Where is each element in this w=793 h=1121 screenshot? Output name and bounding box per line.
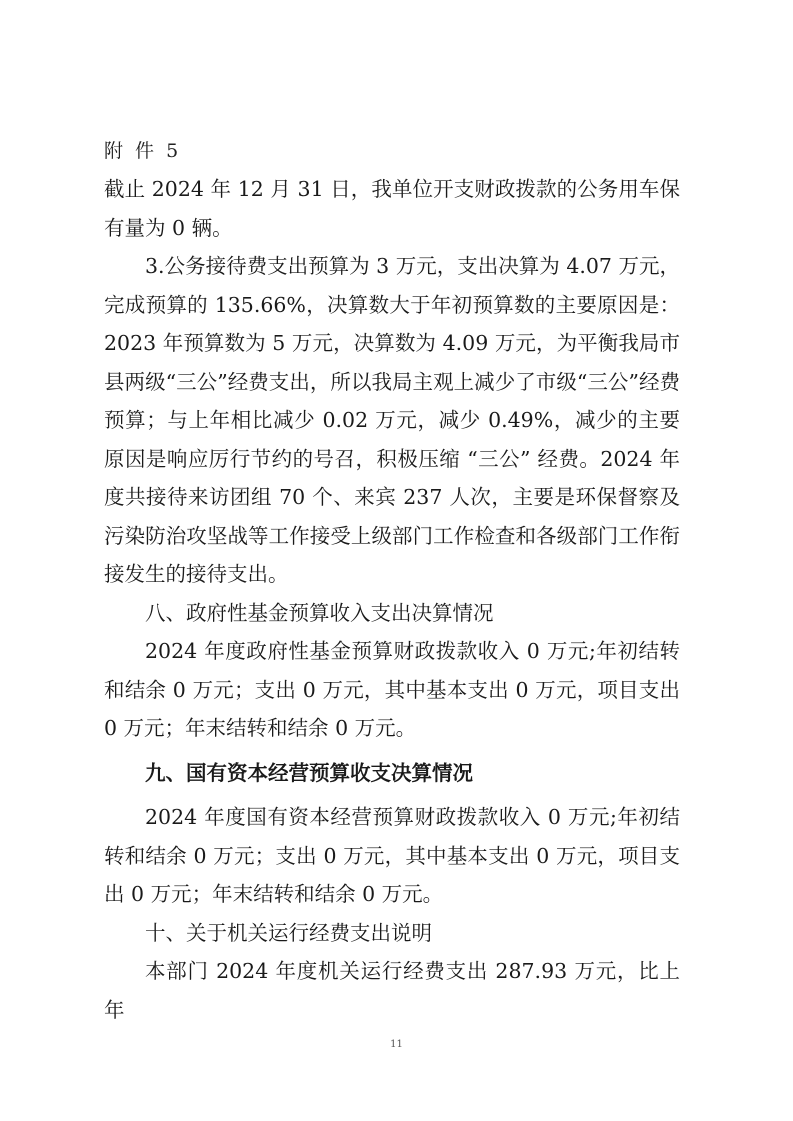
- document-body: [104, 170, 680, 1029]
- heading-operating-expense: 十、关于机关运行经费支出说明: [145, 920, 432, 945]
- paragraph-vehicle-count: 截止 2024 年 12 月 31 日，我单位开支财政拨款的公务用车保有量为 0 辆。: [104, 177, 680, 240]
- heading-government-fund: 八、政府性基金预算收入支出决算情况: [145, 600, 494, 625]
- paragraph-government-fund: 2024 年度政府性基金预算财政拨款收入 0 万元;年初结转和结余 0 万元；支出 0 万元，其中基本支出 0 万元，项目支出 0 万元；年末结转和结余 0 万元。: [104, 639, 680, 740]
- heading-state-capital: 九、国有资本经营预算收支决算情况: [145, 760, 473, 785]
- paragraph-reception-expense: 3.公务接待费支出预算为 3 万元，支出决算为 4.07 万元，完成预算的 135.66%，决算数大于年初预算数的主要原因是：2023 年预算数为 5 万元，决算数为 4.09 万元，为平衡我局市县两级“三公”经费支出，所以我局主观上减少了市级“三公”经费预算；与上年相比减少 0.02 万元，减少 0.49%，减少的主要原因是响应厉行节约的号召，积极压缩 “三公” 经费。2024 年度共接待来访团组 70 个、来宾 237 人次，主要是环保督察及污染防治攻坚战等工作接受上级部门工作检查和各级部门工作衔接发生的接待支出。: [104, 254, 680, 586]
- attachment-label: 附 件 5: [104, 140, 182, 162]
- paragraph-operating-expense: 本部门 2024 年度机关运行经费支出 287.93 万元，比上年: [104, 959, 680, 1022]
- paragraph-state-capital: 2024 年度国有资本经营预算财政拨款收入 0 万元;年初结转和结余 0 万元；支出 0 万元，其中基本支出 0 万元，项目支出 0 万元；年末结转和结余 0 万元。: [104, 805, 680, 906]
- page-number: 11: [390, 1039, 403, 1050]
